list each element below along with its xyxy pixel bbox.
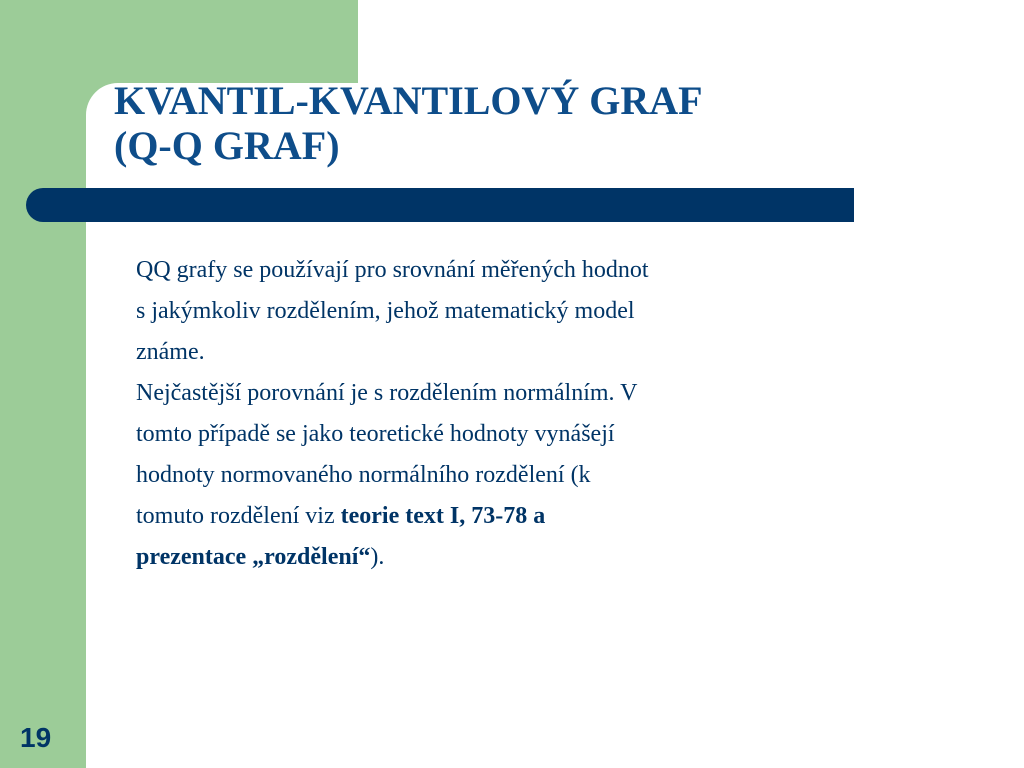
reference-text-bold: teorie text I, 73-78 a bbox=[340, 503, 546, 529]
page-number: 19 bbox=[20, 722, 52, 753]
body-line-1: QQ grafy se používají pro srovnání měřených hodnot bbox=[136, 257, 649, 283]
reference-presentation-bold: prezentace „rozdělení“ bbox=[136, 544, 371, 570]
left-accent-band bbox=[0, 0, 86, 768]
body-line-6: hodnoty normovaného normálního rozdělení (k bbox=[136, 462, 591, 488]
body-line-7-text: tomuto rozdělení viz bbox=[136, 503, 341, 529]
body-line-8 bbox=[136, 537, 896, 578]
slide-title-line-2: (Q-Q GRAF) bbox=[114, 123, 340, 168]
title-divider-bar bbox=[26, 188, 854, 222]
body-line-4: Nejčastější porovnání je s rozdělením normálním. V bbox=[136, 380, 638, 406]
slide-body bbox=[136, 250, 896, 578]
slide-title bbox=[114, 78, 703, 168]
body-line-7 bbox=[136, 496, 896, 537]
body-line-8-suffix: ). bbox=[370, 544, 385, 570]
body-line-5: tomto případě se jako teoretické hodnoty vynášejí bbox=[136, 421, 615, 447]
slide-title-line-1: KVANTIL-KVANTILOVÝ GRAF bbox=[114, 78, 703, 123]
body-line-3: známe. bbox=[136, 339, 205, 365]
body-line-2: s jakýmkoliv rozdělením, jehož matematický model bbox=[136, 298, 635, 324]
